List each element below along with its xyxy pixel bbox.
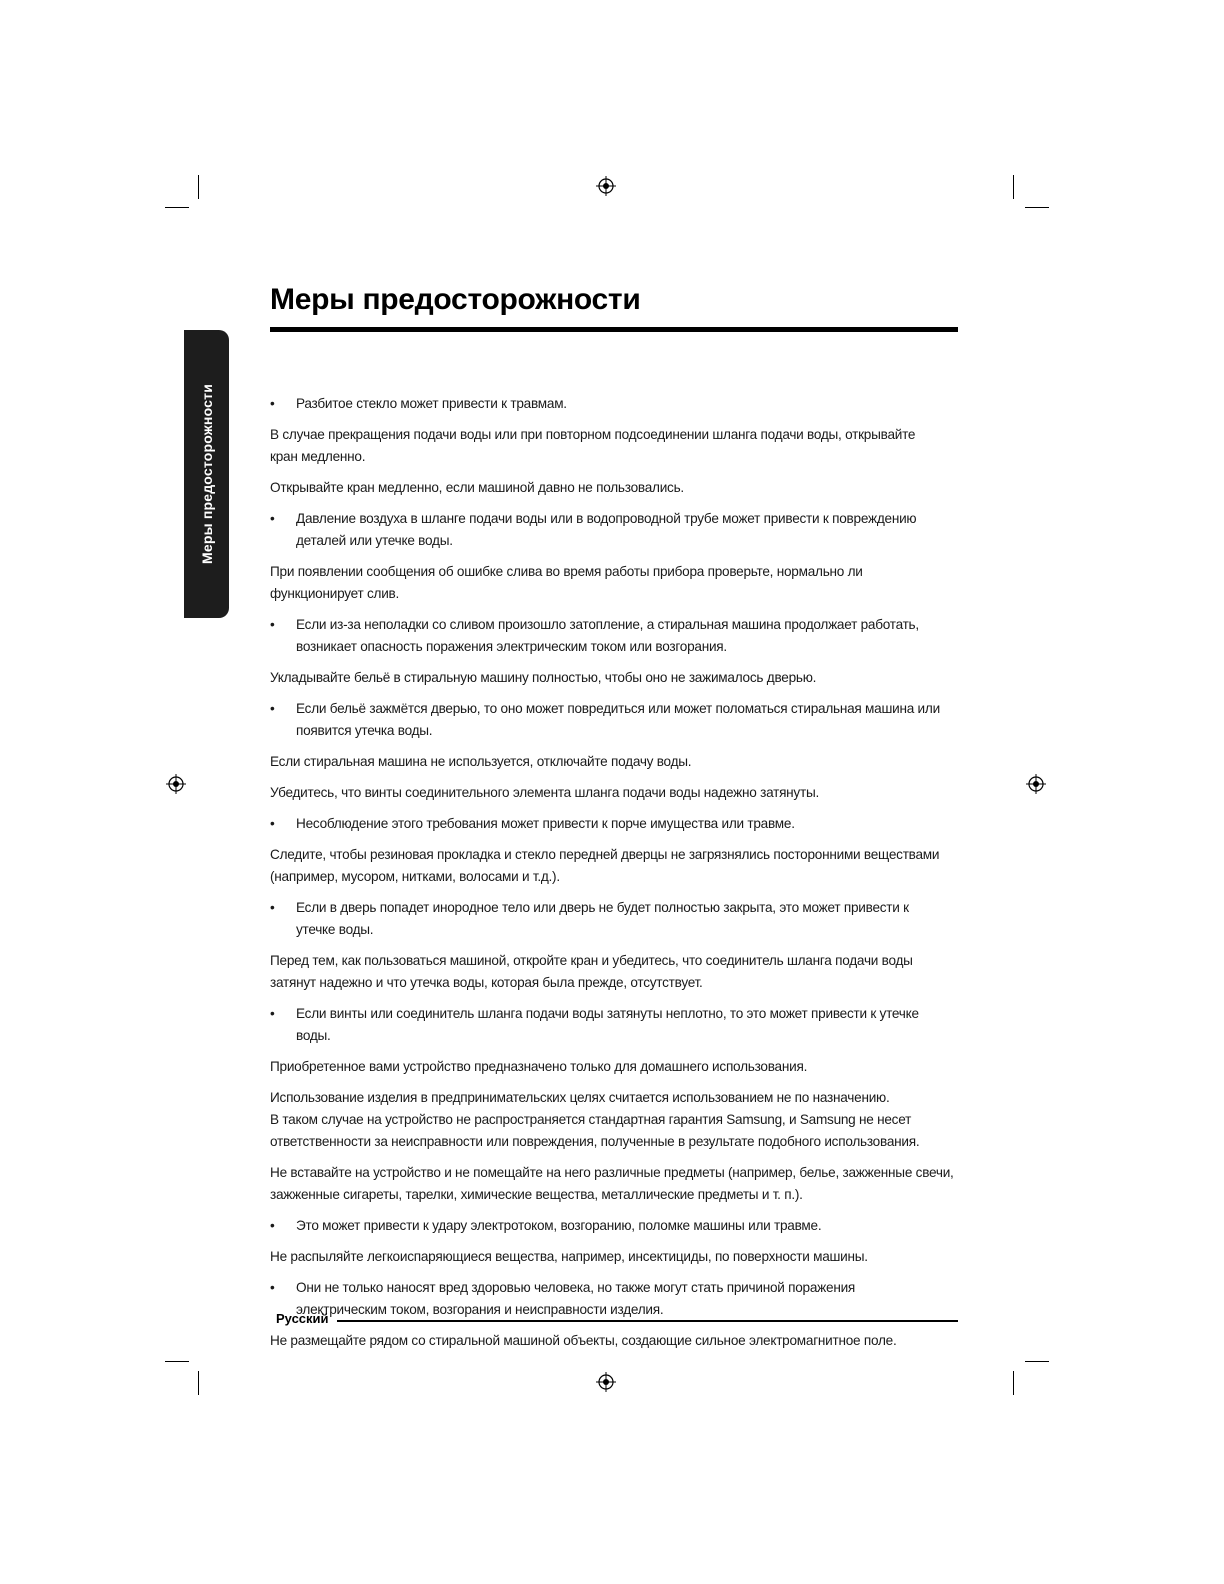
text-line: электрическим током, возгорания и неисправности изделия. (296, 1302, 664, 1317)
text-line: Перед тем, как пользоваться машиной, откройте кран и убедитесь, что соединитель шланга подачи воды (270, 953, 913, 968)
content-body (270, 393, 960, 1352)
registration-mark-icon (596, 176, 616, 196)
footer-language: Русский (276, 1311, 329, 1326)
paragraph (270, 844, 960, 888)
text-line: Укладывайте бельё в стиральную машину полностью, чтобы оно не зажималось дверью. (270, 670, 817, 685)
side-tab-label: Меры предосторожности (198, 383, 215, 565)
bullet-item (270, 897, 960, 941)
bullet-item (270, 1003, 960, 1047)
text-line: Если из-за неполадки со сливом произошло затопление, а стиральная машина продолжает работать, (296, 617, 919, 632)
text-line: деталей или утечке воды. (296, 533, 453, 548)
text-line: воды. (296, 1028, 331, 1043)
text-line: зажженные сигареты, тарелки, химические вещества, металлические предметы и т. п.). (270, 1187, 803, 1202)
title-divider (270, 327, 958, 332)
paragraph (270, 477, 960, 499)
crop-mark (165, 207, 189, 208)
crop-mark (198, 1371, 199, 1395)
text-line: Несоблюдение этого требования может привести к порче имущества или травме. (296, 816, 795, 831)
footer-divider (337, 1320, 958, 1322)
bullet-item (270, 1215, 960, 1237)
registration-mark-icon (1026, 774, 1046, 794)
paragraph (270, 950, 960, 994)
bullet-marker: • (270, 816, 275, 831)
bullet-marker: • (270, 701, 275, 716)
text-line: Это может привести к удару электротоком, возгоранию, поломке машины или травме. (296, 1218, 822, 1233)
paragraph (270, 561, 960, 605)
text-line: утечке воды. (296, 922, 374, 937)
paragraph (270, 751, 960, 773)
text-line: Если стиральная машина не используется, отключайте подачу воды. (270, 754, 692, 769)
bullet-marker: • (270, 617, 275, 632)
text-line: Не вставайте на устройство и не помещайте на него различные предметы (например, белье, зажженные свечи, (270, 1165, 954, 1180)
bullet-item (270, 698, 960, 742)
crop-mark (1025, 1361, 1049, 1362)
paragraph (270, 424, 960, 468)
text-line: кран медленно. (270, 449, 366, 464)
text-line: ответственности за неисправности или повреждения, полученные в результате подобного использования. (270, 1134, 920, 1149)
text-line: В случае прекращения подачи воды или при повторном подсоединении шланга подачи воды, открывайте (270, 427, 916, 442)
paragraph (270, 1330, 960, 1352)
paragraph (270, 667, 960, 689)
bullet-item (270, 1277, 960, 1321)
text-line: Если бельё зажмётся дверью, то оно может повредиться или может поломаться стиральная машина или (296, 701, 940, 716)
crop-mark (1025, 207, 1049, 208)
text-line: В таком случае на устройство не распространяется стандартная гарантия Samsung, и Samsung не несет (270, 1112, 912, 1127)
registration-mark-icon (596, 1372, 616, 1392)
bullet-marker: • (270, 511, 275, 526)
text-line: Разбитое стекло может привести к травмам. (296, 396, 567, 411)
text-line: Открывайте кран медленно, если машиной давно не пользовались. (270, 480, 684, 495)
registration-mark-icon (166, 774, 186, 794)
bullet-item (270, 614, 960, 658)
bullet-marker: • (270, 396, 275, 411)
bullet-marker: • (270, 1218, 275, 1233)
crop-mark (165, 1361, 189, 1362)
text-line: Если в дверь попадет инородное тело или дверь не будет полностью закрыта, это может привести к (296, 900, 909, 915)
text-line: возникает опасность поражения электрическим током или возгорания. (296, 639, 727, 654)
text-line: Они не только наносят вред здоровью человека, но также могут стать причиной поражения (296, 1280, 856, 1295)
text-line: Не распыляйте легкоиспаряющиеся вещества, например, инсектициды, по поверхности машины. (270, 1249, 868, 1264)
crop-mark (198, 175, 199, 199)
text-line: Использование изделия в предпринимательских целях считается использованием не по назначению. (270, 1090, 890, 1105)
crop-mark (1013, 175, 1014, 199)
text-line: Если винты или соединитель шланга подачи воды затянуты неплотно, то это может привести к утечке (296, 1006, 919, 1021)
paragraph (270, 1087, 960, 1153)
bullet-item (270, 813, 960, 835)
bullet-marker: • (270, 1280, 275, 1295)
text-line: (например, мусором, нитками, волосами и т.д.). (270, 869, 560, 884)
text-line: затянут надежно и что утечка воды, которая была прежде, отсутствует. (270, 975, 703, 990)
text-line: Давление воздуха в шланге подачи воды или в водопроводной трубе может привести к повреждению (296, 511, 917, 526)
text-line: Не размещайте рядом со стиральной машиной объекты, создающие сильное электромагнитное поле. (270, 1333, 897, 1348)
bullet-marker: • (270, 900, 275, 915)
text-line: функционирует слив. (270, 586, 400, 601)
text-line: Следите, чтобы резиновая прокладка и стекло передней дверцы не загрязнялись посторонними веществами (270, 847, 940, 862)
bullet-marker: • (270, 1006, 275, 1021)
bullet-item (270, 508, 960, 552)
text-line: При появлении сообщения об ошибке слива во время работы прибора проверьте, нормально ли (270, 564, 863, 579)
section-side-tab (184, 330, 229, 618)
paragraph (270, 1056, 960, 1078)
text-line: появится утечка воды. (296, 723, 433, 738)
paragraph (270, 1162, 960, 1206)
paragraph (270, 1246, 960, 1268)
text-line: Убедитесь, что винты соединительного элемента шланга подачи воды надежно затянуты. (270, 785, 820, 800)
paragraph (270, 782, 960, 804)
bullet-item (270, 393, 960, 415)
crop-mark (1013, 1371, 1014, 1395)
page-title: Меры предосторожности (270, 283, 641, 316)
text-line: Приобретенное вами устройство предназначено только для домашнего использования. (270, 1059, 808, 1074)
